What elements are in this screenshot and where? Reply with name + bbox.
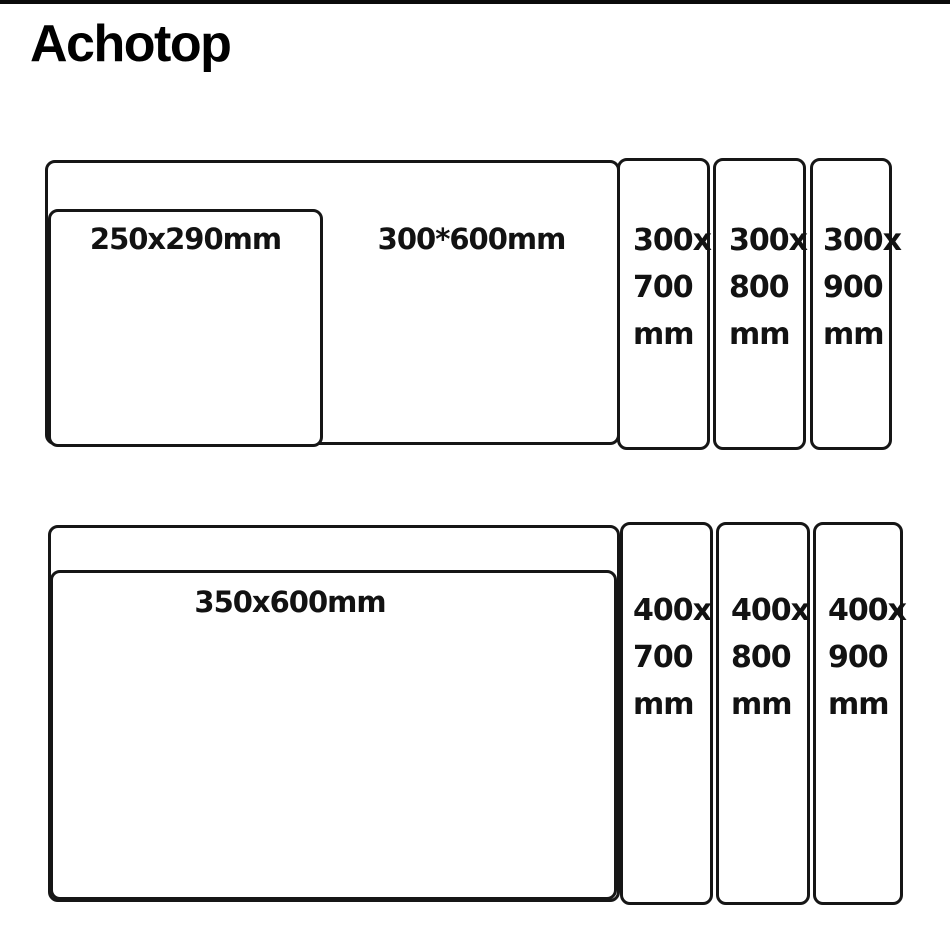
size-rect-350x600 (50, 570, 617, 900)
size-rect-300x800 (713, 158, 806, 450)
size-label-400x800-line3: mm (731, 687, 792, 722)
size-label-300x900-line2: 900 (823, 270, 883, 305)
size-label-300x600: 300*600mm (377, 222, 566, 256)
size-label-300x700-line2: 700 (633, 270, 693, 305)
size-label-400x700-line1: 400x (633, 593, 711, 628)
brand-title: Achotop (30, 15, 231, 73)
size-label-300x900-line3: mm (823, 317, 884, 352)
size-rect-400x800 (716, 522, 810, 905)
size-rect-400x900 (813, 522, 906, 905)
size-label-300x700-line3: mm (633, 317, 694, 352)
size-label-400x900-line1: 400x (828, 593, 906, 628)
size-label-400x700-line2: 700 (633, 640, 693, 675)
size-label-400x800-line2: 800 (731, 640, 791, 675)
size-label-350x600: 350x600mm (194, 585, 386, 619)
size-label-300x700-line1: 300x (633, 223, 711, 258)
size-label-300x800-line2: 800 (729, 270, 789, 305)
size-rect-300x900 (810, 158, 901, 450)
size-rect-400x700 (620, 522, 713, 905)
size-label-300x800-line3: mm (729, 317, 790, 352)
size-label-400x900-line3: mm (828, 687, 889, 722)
size-label-250x290: 250x290mm (89, 222, 282, 256)
top-border-bar (0, 0, 950, 4)
size-label-300x800-line1: 300x (729, 223, 807, 258)
size-label-300x900-line1: 300x (823, 223, 901, 258)
size-label-400x900-line2: 900 (828, 640, 888, 675)
size-label-400x800-line1: 400x (731, 593, 809, 628)
size-label-400x700-line3: mm (633, 687, 694, 722)
size-rect-300x700 (617, 158, 710, 450)
